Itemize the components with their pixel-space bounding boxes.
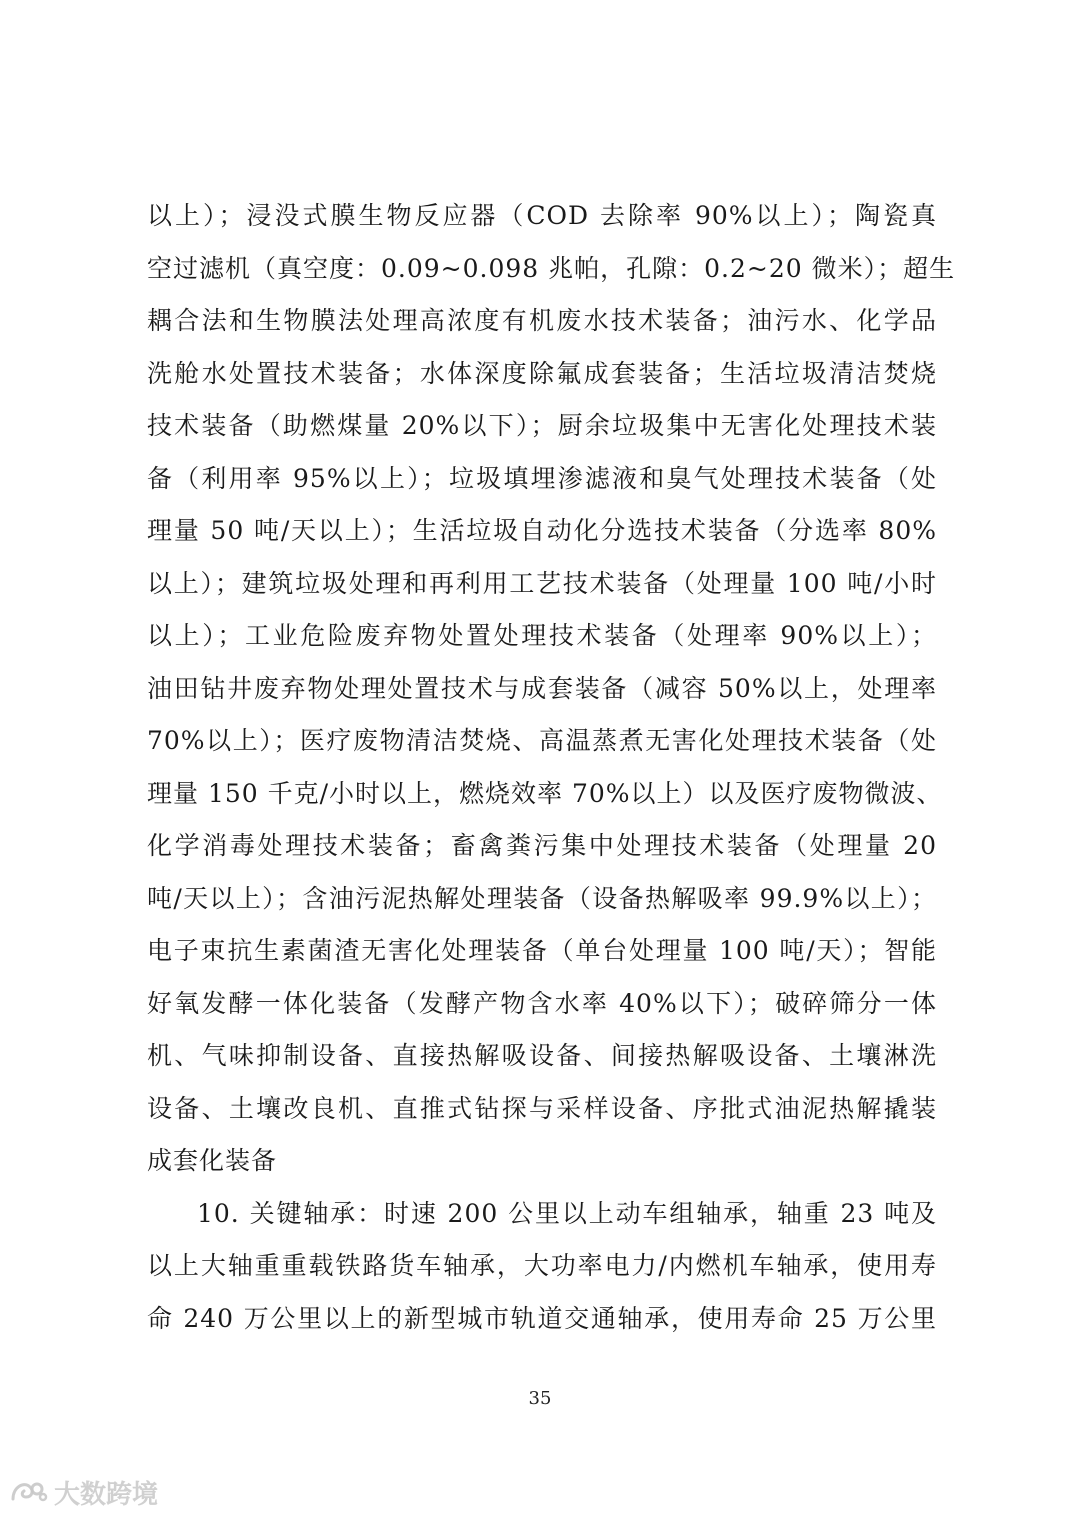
text-line: 设备、土壤改良机、直推式钻探与采样设备、序批式油泥热解撬装	[147, 1093, 937, 1123]
text-line: 吨/天以上）；含油污泥热解处理装备（设备热解吸率 99.9%以上）；	[147, 883, 937, 913]
text-line: 理量 50 吨/天以上）；生活垃圾自动化分选技术装备（分选率 80%	[147, 516, 937, 545]
text-line: 命 240 万公里以上的新型城市轨道交通轴承，使用寿命 25 万公里	[147, 1303, 937, 1333]
watermark-text: 大数跨境	[54, 1479, 159, 1510]
text-line: 以上）；浸没式膜生物反应器（COD 去除率 90%以上）；陶瓷真	[147, 201, 937, 230]
text-line: 洗舱水处置技术装备；水体深度除氟成套装备；生活垃圾清洁焚烧	[147, 358, 937, 388]
text-line: 机、气味抑制设备、直接热解吸设备、间接热解吸设备、土壤淋洗	[147, 1041, 937, 1070]
text-line: 电子束抗生素菌渣无害化处理装备（单台处理量 100 吨/天）；智能	[147, 936, 937, 965]
text-line: 备（利用率 95%以上）；垃圾填埋渗滤液和臭气处理技术装备（处	[147, 463, 937, 493]
body-text	[147, 190, 956, 1345]
text-line: 以上）；工业危险废弃物处置处理技术装备（处理率 90%以上）；	[147, 621, 938, 650]
text-line: 空过滤机（真空度：0.09~0.098 兆帕，孔隙：0.2~20 微米）；超生	[147, 253, 956, 283]
paragraph-start-line: 10. 关键轴承：时速 200 公里以上动车组轴承，轴重 23 吨及	[197, 1198, 937, 1228]
text-line: 以上）；建筑垃圾处理和再利用工艺技术装备（处理量 100 吨/小时	[147, 568, 937, 598]
text-line: 成套化装备	[147, 1146, 278, 1175]
text-line: 70%以上）；医疗废物清洁焚烧、高温蒸煮无害化处理技术装备（处	[147, 726, 937, 755]
page-number: 35	[528, 1388, 552, 1409]
brand-logo-icon	[10, 1477, 48, 1507]
text-line: 油田钻井废弃物处理处置技术与成套装备（减容 50%以上，处理率	[147, 673, 937, 703]
text-line: 理量 150 千克/小时以上，燃烧效率 70%以上）以及医疗废物微波、	[147, 778, 943, 808]
text-line: 好氧发酵一体化装备（发酵产物含水率 40%以下）；破碎筛分一体	[147, 988, 937, 1018]
text-line: 耦合法和生物膜法处理高浓度有机废水技术装备；油污水、化学品	[147, 306, 937, 335]
watermark	[10, 1472, 158, 1512]
text-line: 技术装备（助燃煤量 20%以下）；厨余垃圾集中无害化处理技术装	[147, 411, 937, 440]
text-line: 以上大轴重重载铁路货车轴承，大功率电力/内燃机车轴承，使用寿	[147, 1251, 937, 1280]
text-line: 化学消毒处理技术装备；畜禽粪污集中处理技术装备（处理量 20	[147, 831, 937, 860]
